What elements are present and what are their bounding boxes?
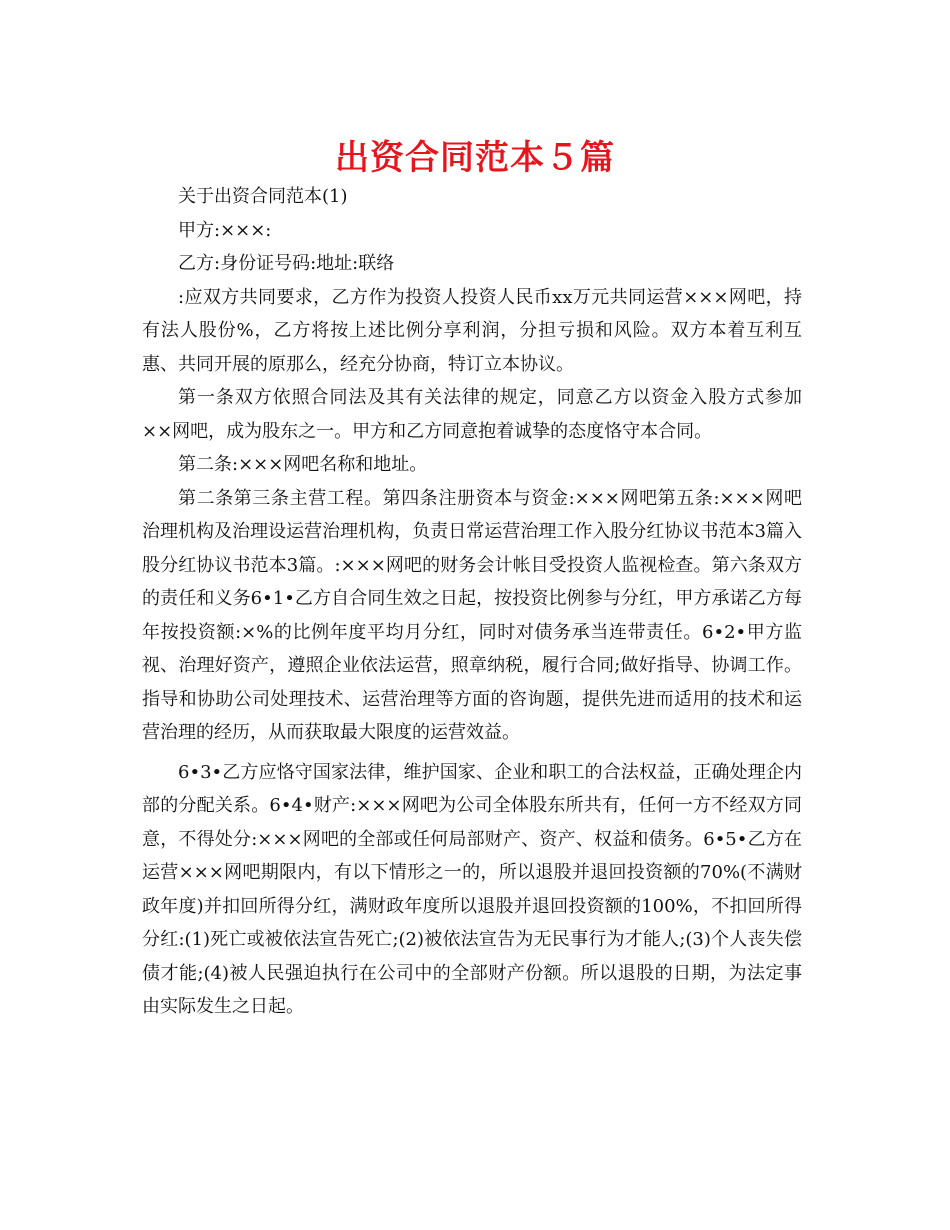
paragraph-party-a: 甲方:×××: (178, 219, 272, 241)
paragraph-article-2: 第二条:×××网吧名称和地址。 (178, 454, 428, 475)
document-title: 出资合同范本５篇 (335, 138, 615, 178)
paragraph-preamble: :应双方共同要求，乙方作为投资人投资人民币xx万元共同运营×××网吧，持有法人股份%，乙方将按上述比例分享利润，分担亏损和风险。双方本着互利互惠、共同开展的原那么，经充分协商，特订立本协议。 (142, 286, 802, 375)
paragraph-party-b: 乙方:身份证号码:地址:联络 (178, 253, 395, 274)
paragraph-articles-2-6: 第二条第三条主营工程。第四条注册资本与资金:×××网吧第五条:×××网吧治理机构及治理设运营治理机构，负责日常运营治理工作入股分红协议书范本3篇入股分红协议书范本3篇。:×××网吧的财务会计帐目受投资人监视检查。第六条双方的责任和义务6•1•乙方自合同生效之日起，按投资比例参与分红，甲方承诺乙方每年按投资额:×%的比例年度平均月分红，同时对债务承当连带责任。6•2•甲方监视、治理好资产，遵照企业依法运营，照章纳税，履行合同;做好指导、协调工作。指导和协助公司处理技术、运营治理等方面的咨询题，提供先进而适用的技术和运营治理的经历，从而获取最大限度的运营效益。 (142, 487, 802, 743)
document-body (142, 180, 802, 1024)
paragraph-heading: 关于出资合同范本(1) (178, 186, 348, 207)
paragraph-article-1: 第一条双方依照合同法及其有关法律的规定，同意乙方以资金入股方式参加××网吧，成为股东之一。甲方和乙方同意抱着诚挚的态度恪守本合同。 (142, 387, 802, 442)
paragraph-articles-6-3-6-5: 6•3•乙方应恪守国家法律，维护国家、企业和职工的合法权益，正确处理企内部的分配关系。6•4•财产:×××网吧为公司全体股东所共有，任何一方不经双方同意，不得处分:×××网吧的全部或任何局部财产、资产、权益和债务。6•5•乙方在运营×××网吧期限内，有以下情形之一的，所以退股并退回投资额的70%(不满财政年度)并扣回所得分红，满财政年度所以退股并退回投资额的100%，不扣回所得分红:(1)死亡或被依法宣告死亡;(2)被依法宣告为无民事行为才能人;(3)个人丧失偿债才能;(4)被人民强迫执行在公司中的全部财产份额。所以退股的日期，为法定事由实际发生之日起。 (142, 761, 802, 1017)
